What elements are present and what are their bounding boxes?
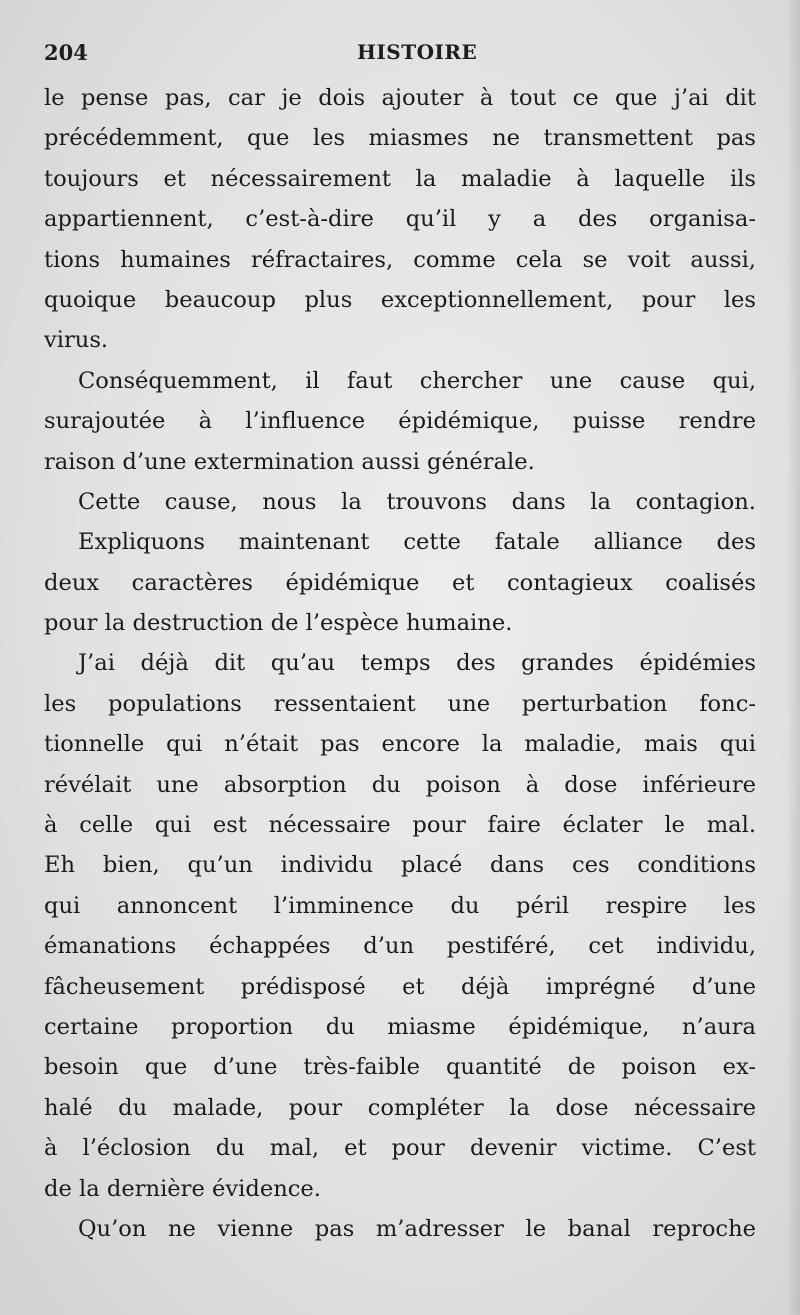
body-text bbox=[44, 78, 756, 1249]
text-line: deux caractères épidémique et contagieux coalisés bbox=[44, 569, 756, 596]
text-line: pour la destruction de l’espèce humaine. bbox=[44, 610, 513, 637]
text-line: révélait une absorption du poison à dose inférieure bbox=[44, 771, 756, 798]
page-header bbox=[44, 38, 756, 74]
page-number: 204 bbox=[44, 40, 88, 65]
text-line: surajoutée à l’influence épidémique, puisse rendre bbox=[44, 408, 756, 435]
text-line: quoique beaucoup plus exceptionnellement, pour les bbox=[44, 286, 756, 313]
text-line: le pense pas, car je dois ajouter à tout ce que j’ai dit bbox=[44, 85, 756, 111]
text-line: qui annoncent l’imminence du péril respire les bbox=[44, 892, 756, 919]
text-line: de la dernière évidence. bbox=[44, 1175, 321, 1202]
text-line: à l’éclosion du mal, et pour devenir victime. C’est bbox=[44, 1135, 756, 1162]
text-line: Qu’on ne vienne pas m’adresser le banal reproche bbox=[78, 1215, 756, 1242]
text-line: halé du malade, pour compléter la dose nécessaire bbox=[44, 1094, 756, 1121]
text-line: virus. bbox=[44, 327, 109, 354]
text-line: fâcheusement prédisposé et déjà imprégné d’une bbox=[44, 973, 756, 1000]
text-line: émanations échappées d’un pestiféré, cet individu, bbox=[44, 933, 756, 960]
page-edge-shadow bbox=[786, 0, 800, 1315]
text-line: raison d’une extermination aussi générale. bbox=[44, 448, 535, 475]
text-line: Eh bien, qu’un individu placé dans ces conditions bbox=[44, 852, 756, 879]
text-line: à celle qui est nécessaire pour faire éclater le mal. bbox=[44, 812, 756, 839]
text-line: tionnelle qui n’était pas encore la maladie, mais qui bbox=[44, 731, 756, 758]
text-line: besoin que d’une très-faible quantité de poison ex- bbox=[44, 1054, 756, 1081]
text-line: toujours et nécessairement la maladie à laquelle ils bbox=[44, 165, 756, 192]
text-line: J’ai déjà dit qu’au temps des grandes épidémies bbox=[78, 650, 756, 677]
text-line: appartiennent, c’est-à-dire qu’il y a des organisa- bbox=[44, 206, 756, 233]
running-head: HISTOIRE bbox=[357, 40, 478, 64]
text-line: certaine proportion du miasme épidémique, n’aura bbox=[44, 1013, 756, 1040]
text-line: Cette cause, nous la trouvons dans la contagion. bbox=[78, 488, 756, 515]
text-line: Expliquons maintenant cette fatale alliance des bbox=[78, 529, 756, 556]
text-line: les populations ressentaient une perturbation fonc- bbox=[44, 690, 756, 717]
text-line: précédemment, que les miasmes ne transmettent pas bbox=[44, 125, 756, 152]
text-line: tions humaines réfractaires, comme cela se voit aussi, bbox=[44, 246, 756, 273]
text-line: Conséquemment, il faut chercher une cause qui, bbox=[78, 367, 756, 394]
